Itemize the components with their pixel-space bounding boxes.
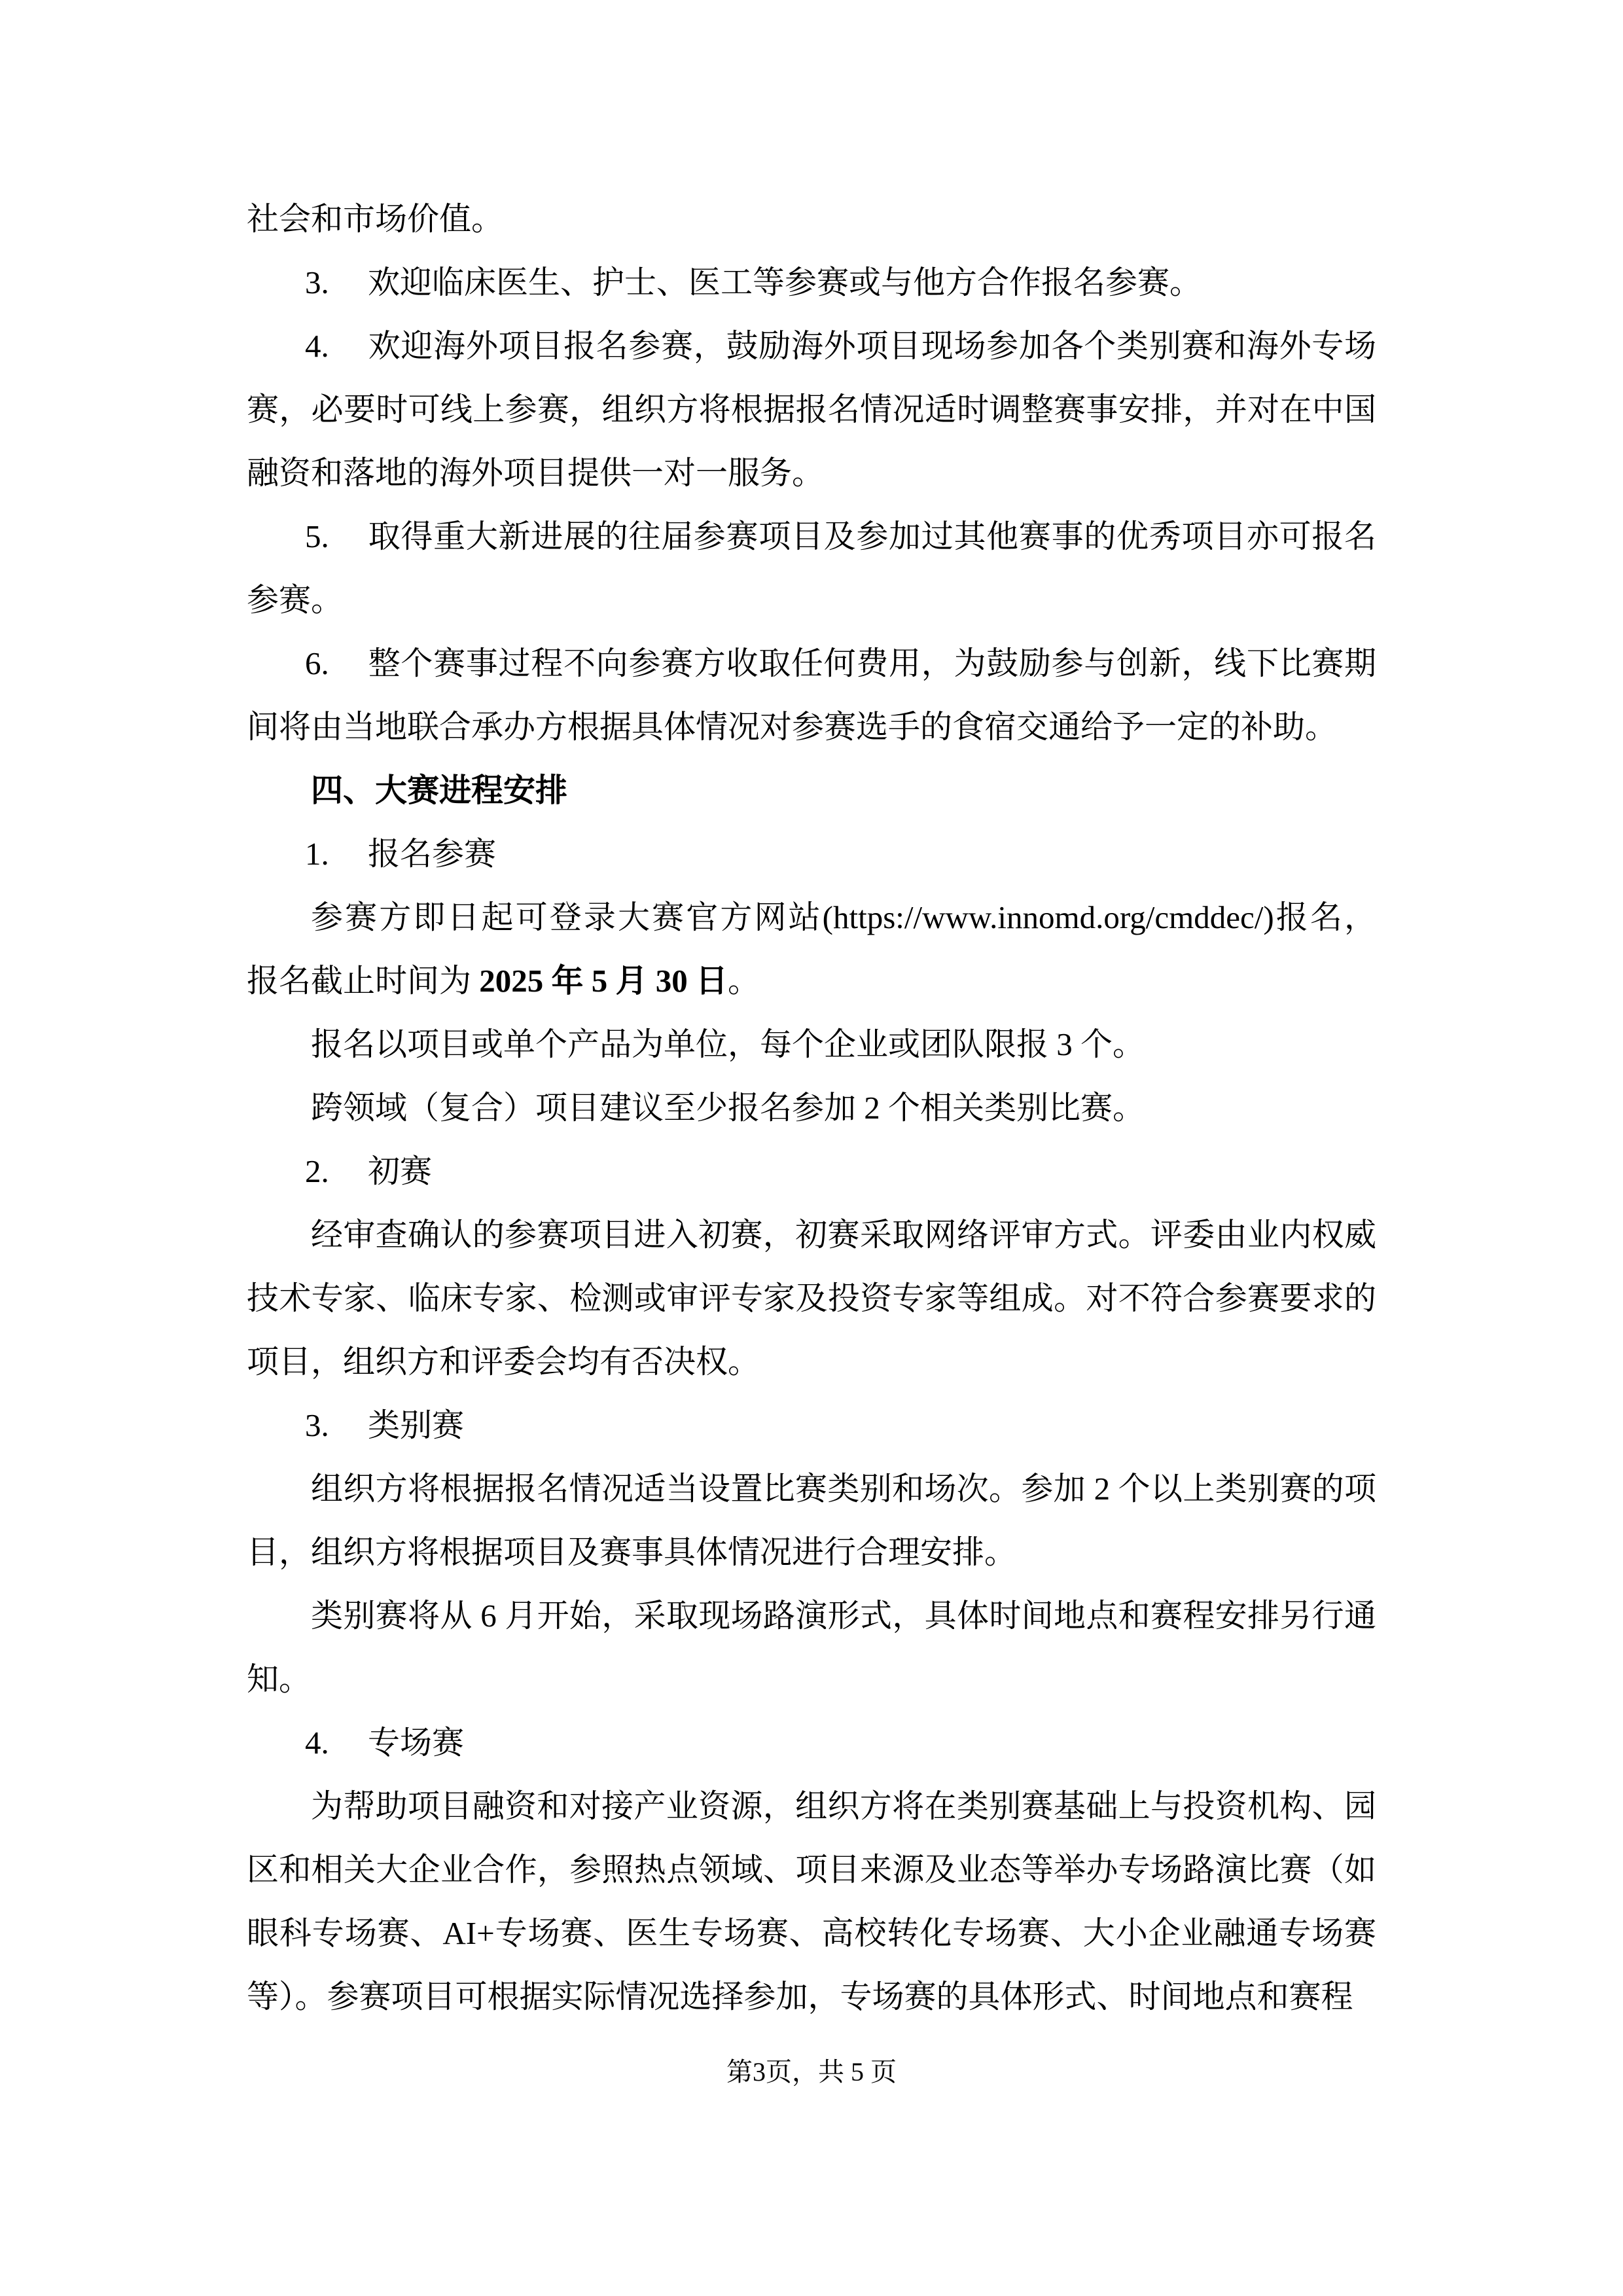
step-title: 报名参赛 [368,836,497,872]
paragraph-text: 跨领域（复合）项目建议至少报名参加 2 个相关类别比赛。 [311,1090,1145,1126]
list-item-4 [247,314,1376,505]
paragraph-signup-deadline-line [247,949,1376,1013]
step-number: 3. [305,1407,329,1443]
deadline-suffix: 。 [728,963,760,999]
list-item-number: 3. [305,264,329,300]
section-heading-text: 四、大赛进程安排 [311,772,568,808]
list-item-number: 4. [305,328,329,364]
step-item-4 [247,1711,1376,1774]
paragraph-text: 为帮助项目融资和对接产业资源，组织方将在类别赛基础上与投资机构、园区和相关大企业合作，参照热点领域、项目来源及业态等举办专场路演比赛（如眼科专场赛、AI+专场赛、医生专场赛、高校转化专场赛、大小企业融通专场赛等）。参赛项目可根据实际情况选择参加，专场赛的具体形式、时间地点和赛程 [247,1788,1376,2015]
paragraph-special-events [247,1774,1376,2028]
list-item-5 [247,505,1376,632]
list-item-text: 欢迎临床医生、护士、医工等参赛或与他方合作报名参赛。 [368,264,1202,300]
paragraph-cross-domain [247,1076,1376,1139]
paragraph-text: 组织方将根据报名情况适当设置比赛类别和场次。参加 2 个以上类别赛的项目，组织方将根据项目及赛事具体情况进行合理安排。 [247,1471,1376,1570]
paragraph-carryover [247,187,1376,251]
deadline-date: 2025 年 5 月 30 日 [479,963,728,999]
step-item-3 [247,1393,1376,1457]
paragraph-category-2 [247,1584,1376,1711]
list-item-number: 6. [305,645,329,681]
paragraph-entry-unit [247,1013,1376,1076]
paragraph-text: 经审查确认的参赛项目进入初赛，初赛采取网络评审方式。评委由业内权威技术专家、临床专家、检测或审评专家及投资专家等组成。对不符合参赛要求的项目，组织方和评委会均有否决权。 [247,1217,1376,1380]
signup-url-text: 参赛方即日起可登录大赛官方网站(https://www.innomd.org/cmddec/)报名， [311,899,1376,935]
list-item-text: 取得重大新进展的往届参赛项目及参加过其他赛事的优秀项目亦可报名参赛。 [247,518,1376,618]
step-number: 1. [305,836,329,872]
paragraph-signup-url-line [247,886,1376,949]
section-heading [247,759,1376,822]
deadline-prefix: 报名截止时间为 [247,963,480,999]
step-title: 初赛 [368,1153,433,1189]
step-item-2 [247,1139,1376,1203]
paragraph-text: 社会和市场价值。 [247,201,504,237]
step-number: 2. [305,1153,329,1189]
list-item-number: 5. [305,518,329,554]
page-number-label: 第3页，共 5 页 [726,2057,897,2087]
step-item-1 [247,822,1376,886]
paragraph-text: 类别赛将从 6 月开始，采取现场路演形式，具体时间地点和赛程安排另行通知。 [247,1598,1376,1697]
paragraph-category-1 [247,1457,1376,1584]
paragraph-text: 报名以项目或单个产品为单位，每个企业或团队限报 3 个。 [311,1026,1145,1062]
paragraph-preliminary [247,1203,1376,1393]
step-number: 4. [305,1725,329,1761]
document-body [247,187,1376,2028]
page-footer [0,2053,1623,2092]
list-item-text: 整个赛事过程不向参赛方收取任何费用，为鼓励参与创新，线下比赛期间将由当地联合承办方根据具体情况对参赛选手的食宿交通给予一定的补助。 [247,645,1376,745]
step-title: 专场赛 [368,1725,465,1761]
list-item-6 [247,632,1376,759]
list-item-text: 欢迎海外项目报名参赛，鼓励海外项目现场参加各个类别赛和海外专场赛，必要时可线上参赛，组织方将根据报名情况适时调整赛事安排，并对在中国融资和落地的海外项目提供一对一服务。 [247,328,1376,491]
list-item-3 [247,251,1376,314]
step-title: 类别赛 [368,1407,465,1443]
